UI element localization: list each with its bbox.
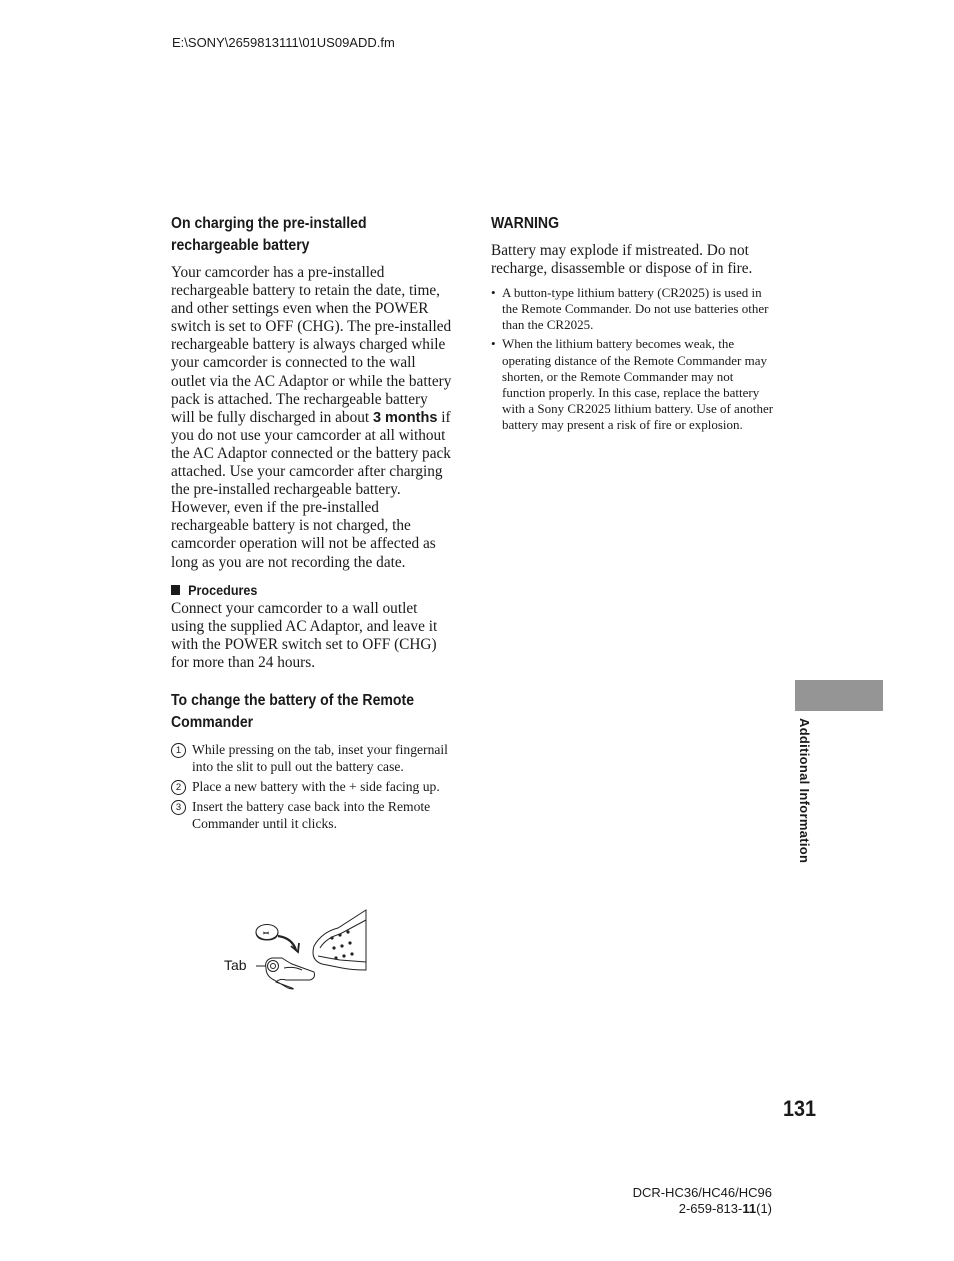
right-column — [491, 213, 775, 436]
section-tab-label: Additional Information — [797, 718, 812, 864]
list-item: • When the lithium battery becomes weak, the operating distance of the Remote Commander may shorten, or the Remote Commander may not function properly. In this case, replace the battery with a Sony CR2025 lithium battery. Use of another battery may present a risk of fire or explosion. — [491, 336, 774, 432]
left-column — [171, 213, 454, 835]
step-item: 2 Place a new battery with the + side facing up. — [171, 778, 454, 795]
bullet-dot-icon: • — [491, 336, 496, 352]
circled-number-icon: 3 — [171, 800, 186, 815]
footer — [633, 1185, 772, 1217]
charging-paragraph-2: However, even if the pre-installed rechargeable battery is not charged, the camcorder operation will not be affected as long as you are not recording the date. — [171, 499, 436, 571]
charging-paragraph: Your camcorder has a pre-installed rechargeable battery to retain the date, time, and other settings even when the POWER switch is set to OFF (CHG). The pre-installed rechargeable battery is always charged while your camcorder is connected to the wall outlet via the AC Adaptor or while the battery pack is attached. The rechargeable battery will be fully discharged in about 3 months if you do not use your camcorder at all without the AC Adaptor connected or the battery pack attached. Use your camcorder after charging the pre-installed rechargeable battery. — [171, 264, 452, 499]
square-bullet-icon — [171, 585, 180, 595]
three-months-emphasis: 3 months — [372, 409, 438, 426]
warning-heading: WARNING — [491, 215, 560, 232]
model-number: DCR-HC36/HC46/HC96 — [632, 1185, 772, 1200]
remote-battery-illustration — [222, 908, 368, 992]
battery-steps — [171, 741, 454, 832]
remote-battery-heading: To change the battery of the Remote Commander — [171, 691, 415, 731]
bullet-dot-icon: • — [491, 285, 496, 301]
section-tab-marker — [795, 680, 883, 711]
step-item: 1 While pressing on the tab, inset your fingernail into the slit to pull out the battery case. — [171, 741, 454, 775]
list-item: • A button-type lithium battery (CR2025) is used in the Remote Commander. Do not use batteries other than the CR2025. — [491, 285, 769, 333]
charging-heading: On charging the pre-installed rechargeable battery — [171, 215, 367, 254]
step-item: 3 Insert the battery case back into the Remote Commander until it clicks. — [171, 798, 454, 832]
warning-text: Battery may explode if mistreated. Do not recharge, disassemble or dispose of in fire. — [491, 242, 753, 278]
circled-number-icon: 1 — [171, 743, 186, 758]
file-path: E:\SONY\2659813111\01US09ADD.fm — [172, 35, 395, 50]
circled-number-icon: 2 — [171, 780, 186, 795]
tab-label: Tab — [224, 957, 247, 973]
warning-bullets — [491, 285, 775, 433]
page-number: 131 — [783, 1096, 817, 1121]
procedures-heading: Procedures — [171, 581, 451, 600]
procedures-text: Connect your camcorder to a wall outlet using the supplied AC Adaptor, and leave it with the POWER switch set to OFF (CHG) for more than 24 hours. — [171, 599, 438, 671]
document-code: 2-659-813-11(1) — [678, 1201, 772, 1216]
